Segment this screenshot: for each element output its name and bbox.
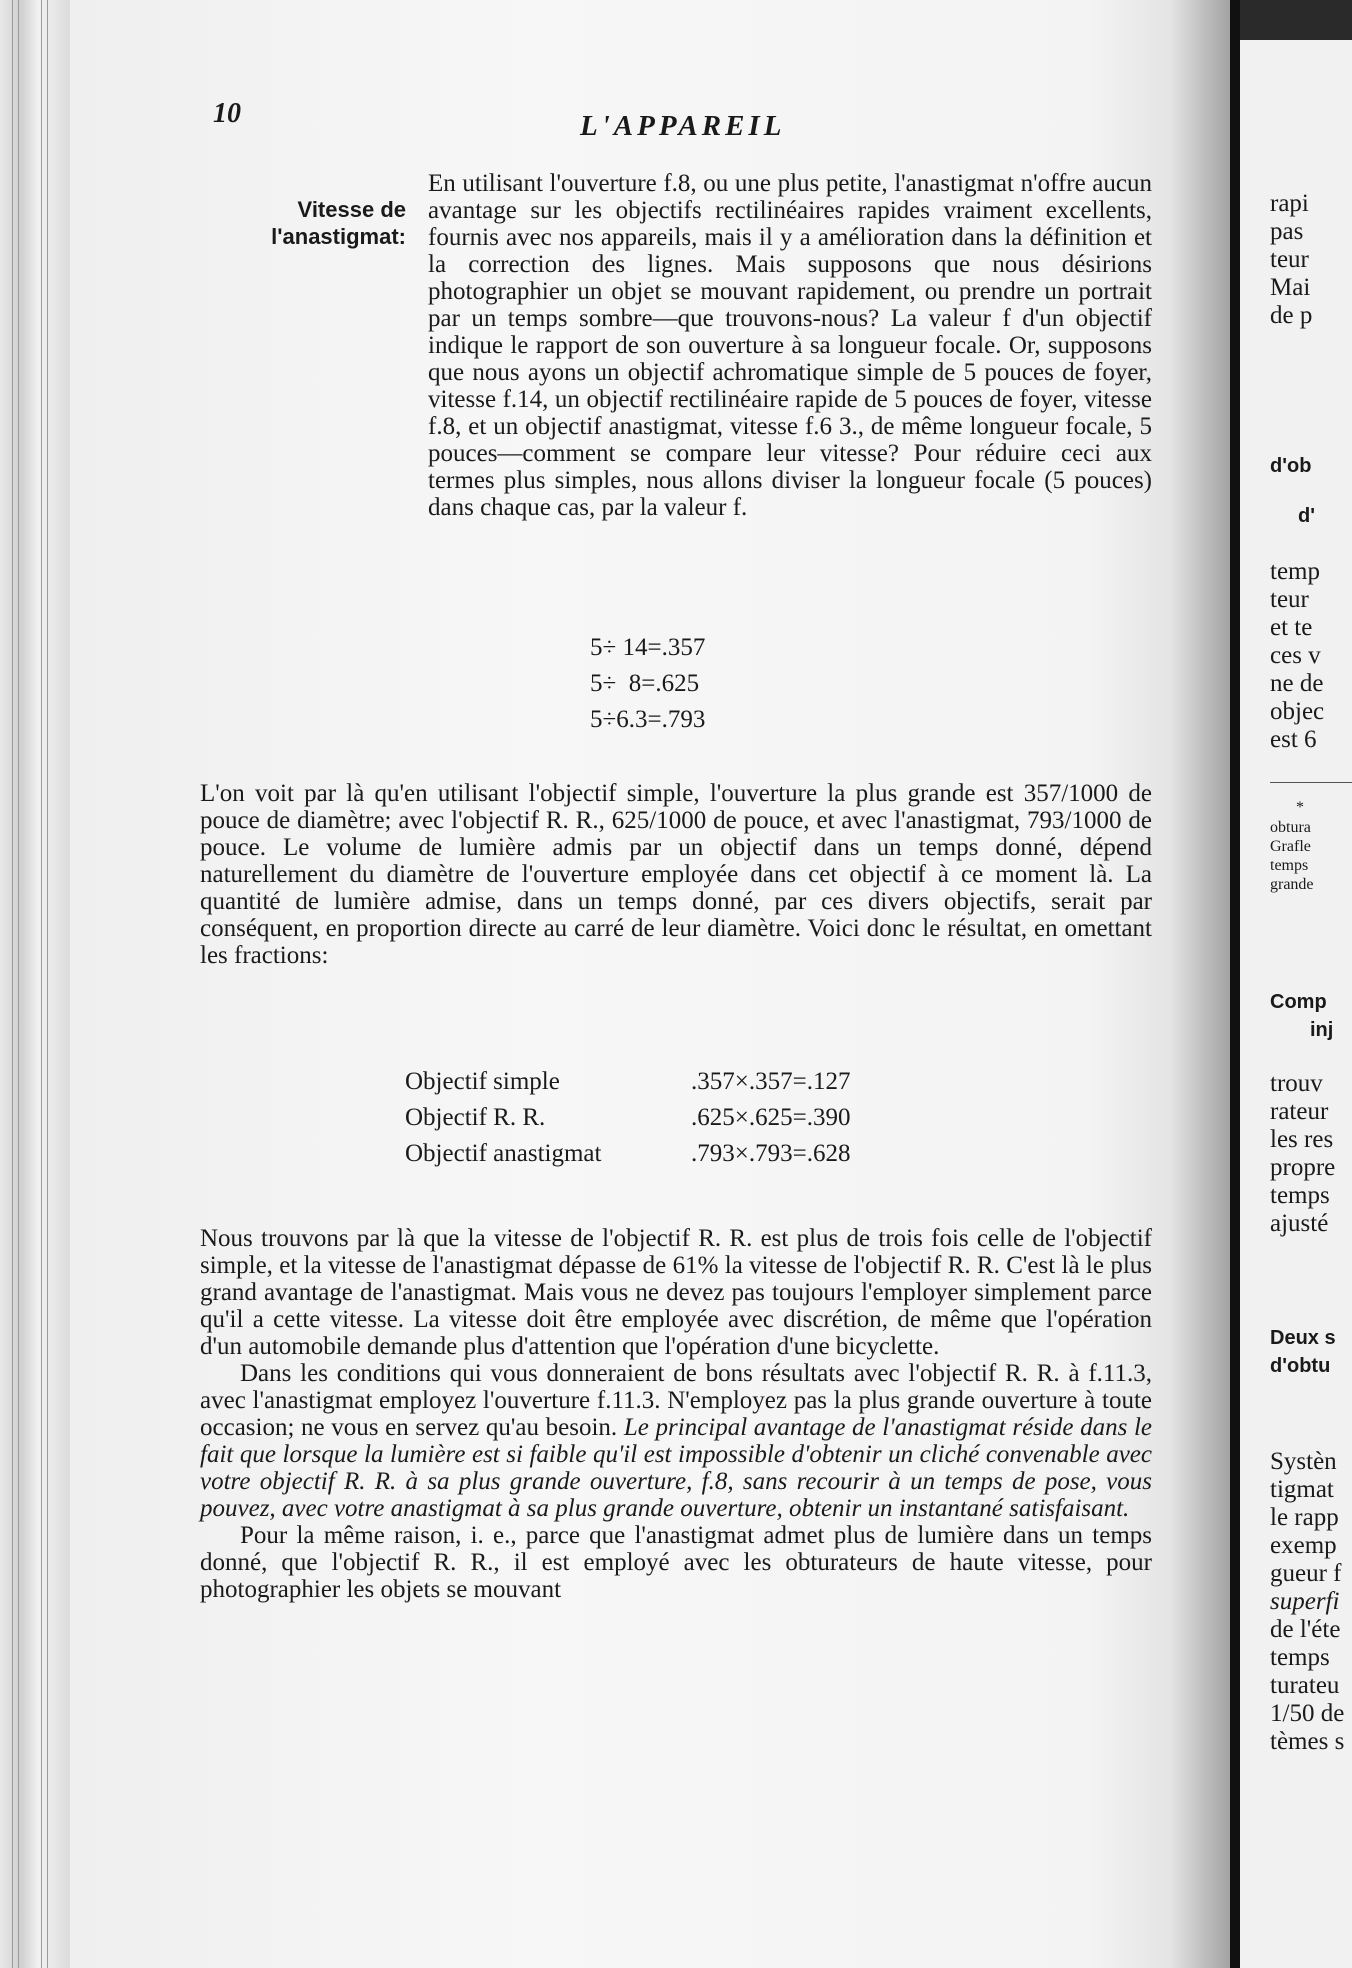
facing-line: tèmes s	[1270, 1728, 1345, 1755]
page-shadow	[1170, 0, 1230, 1968]
facing-page	[1240, 40, 1352, 1968]
paragraph-text: En utilisant l'ouverture f.8, ou une plus petite, l'anastigmat n'offre aucun avantage sur les objectifs rectilinéaires rapides vraiment excellents, fournis avec nos appareils, mais il y a amélioration dans la définition et la correction des lignes. Mais supposons que nous désirions photographier un objet se mouvant rapidement, ou prendre un portrait par un temps sombre—que trouvons-nous? La valeur f d'un objectif indique le rapport de son ouverture à sa longueur focale. Or, supposons que nous ayons un objectif achromatique simple de 5 pouces de foyer, vitesse f.14, un objectif rectilinéaire rapide de 5 pouces de foyer, vitesse f.8, et un objectif anastigmat, vitesse f.6 3., de même longueur focale, 5 pouces—comment se compare leur vitesse? Pour réduire ceci aux termes plus simples, nous allons diviser la longueur focale (5 pouces) dans chaque cas, par la valeur f.	[428, 170, 1152, 521]
paragraph-text: L'on voit par là qu'en utilisant l'objectif simple, l'ouverture la plus grande est 357/1000 de pouce de diamètre; avec l'objectif R. R., 625/1000 de pouce, et avec l'anastigmat, 793/1000 de pouce. Le volume de lumière admis par un objectif dans un temps donné, dépend naturellement du diamètre de l'ouverture employée dans cet objectif à ce moment là. La quantité de lumière admise, dans un temps donné, par ces divers objectifs, serait par conséquent, en proportion directe au carré de leur diamètre. Voici donc le résultat, en omettant les fractions:	[200, 780, 1152, 969]
paragraph-vitesse	[200, 170, 1152, 521]
facing-line: Mai	[1270, 274, 1311, 301]
facing-line: temp	[1270, 558, 1320, 585]
facing-line: et te	[1270, 614, 1313, 641]
facing-line: exemp	[1270, 1532, 1337, 1559]
facing-line: tigmat	[1270, 1476, 1334, 1503]
page-number: 10	[213, 98, 241, 129]
paragraph-conditions	[200, 1360, 1152, 1522]
paragraph-text: Pour la même raison, i. e., parce que l'anastigmat admet plus de lumière dans un temps donné, que l'objectif R. R., il est employé avec les obturateurs de haute vitesse, pour photographier les objets se mouvant	[200, 1522, 1152, 1603]
calculation-line: 5÷6.3=.793	[590, 706, 706, 733]
table-cell-label: Objectif simple	[405, 1068, 560, 1095]
table-cell-value: .793×.793=.628	[691, 1140, 851, 1167]
calculation-line: 5÷ 14=.357	[590, 634, 706, 661]
facing-line: gueur f	[1270, 1560, 1342, 1587]
side-heading-line: l'anastigmat:	[271, 224, 406, 249]
italic-emphasis: Le principal avantage de l'anastigmat réside dans le fait que lorsque la lumière est si faible qu'il est impossible d'obtenir un cliché convenable avec votre objectif R. R. à sa plus grande ouverture, f.8, sans recourir à un temps de pose, vous pouvez, avec votre anastigmat à sa plus grande ouverture, obtenir un instantané satisfaisant.	[200, 1414, 1153, 1522]
calculation-block	[590, 630, 705, 738]
table-cell-label: Objectif anastigmat	[405, 1140, 602, 1167]
facing-line: rapi	[1270, 190, 1309, 217]
facing-line: ne de	[1270, 670, 1324, 697]
table-cell-label: Objectif R. R.	[405, 1104, 546, 1131]
paragraph-resultats	[200, 1225, 1152, 1603]
facing-heading: Comp	[1270, 991, 1327, 1013]
facing-line: trouv	[1270, 1070, 1323, 1097]
facing-line: teur	[1270, 246, 1309, 273]
table-row	[405, 1100, 850, 1136]
facing-line: Systèn	[1270, 1448, 1337, 1475]
table-row	[405, 1064, 850, 1100]
running-title: L'APPAREIL	[580, 110, 786, 142]
comparison-table	[405, 1064, 850, 1172]
facing-heading: Deux s	[1270, 1327, 1336, 1349]
footnote-rule	[1270, 782, 1352, 783]
table-cell-value: .357×.357=.127	[691, 1068, 851, 1095]
table-row	[405, 1136, 850, 1172]
gutter	[1230, 0, 1240, 1968]
facing-line: objec	[1270, 698, 1325, 725]
facing-line: ajusté	[1270, 1210, 1329, 1237]
side-heading-line: Vitesse de	[297, 197, 406, 222]
facing-line: 1/50 de	[1270, 1700, 1345, 1727]
facing-line: temps	[1270, 1644, 1330, 1671]
facing-line: teur	[1270, 586, 1309, 613]
paragraph-diametre	[200, 780, 1152, 969]
facing-line: les res	[1270, 1126, 1334, 1153]
facing-heading: d'obtu	[1270, 1355, 1331, 1377]
facing-line: pas	[1270, 218, 1304, 245]
scan-edge	[0, 0, 70, 1968]
footnote-line: temps	[1270, 857, 1309, 874]
facing-line: ces v	[1270, 642, 1321, 669]
facing-heading: d'ob	[1270, 455, 1312, 477]
footnote-line: grande	[1270, 876, 1314, 893]
calculation-line: 5÷ 8=.625	[590, 670, 700, 697]
paragraph-text: Dans les conditions qui vous donneraient de bons résultats avec l'objectif R. R. à f.11.3, avec l'anastigmat employez l'ouverture f.11.3. N'employez pas la plus grande ouverture à toute occasion; ne vous en servez qu'au besoin.	[200, 1360, 1152, 1441]
facing-line: rateur	[1270, 1098, 1329, 1125]
facing-line: turateu	[1270, 1672, 1340, 1699]
facing-line: de l'éte	[1270, 1616, 1341, 1643]
footnote-line: Grafle	[1270, 838, 1311, 855]
facing-line: de p	[1270, 302, 1313, 329]
table-cell-value: .625×.625=.390	[691, 1104, 851, 1131]
footnote-line: obtura	[1270, 819, 1311, 836]
footnote-line: *	[1296, 799, 1304, 816]
facing-heading: d'	[1298, 505, 1315, 527]
facing-line: est 6	[1270, 726, 1317, 753]
facing-line: temps	[1270, 1182, 1330, 1209]
facing-heading: inj	[1310, 1019, 1334, 1041]
facing-line: superfi	[1270, 1588, 1340, 1615]
facing-line: propre	[1270, 1154, 1336, 1181]
facing-line: le rapp	[1270, 1504, 1339, 1531]
paragraph-text: Nous trouvons par là que la vitesse de l'objectif R. R. est plus de trois fois celle de l'objectif simple, et la vitesse de l'anastigmat dépasse de 61% la vitesse de l'objectif R. R. C'est là le plus grand avantage de l'anastigmat. Mais vous ne devez pas toujours l'employer simplement parce qu'il a cette vitesse. La vitesse doit être employée avec discrétion, de même que l'opération d'un automobile demande plus d'attention que l'opération d'une bicyclette.	[200, 1225, 1152, 1360]
